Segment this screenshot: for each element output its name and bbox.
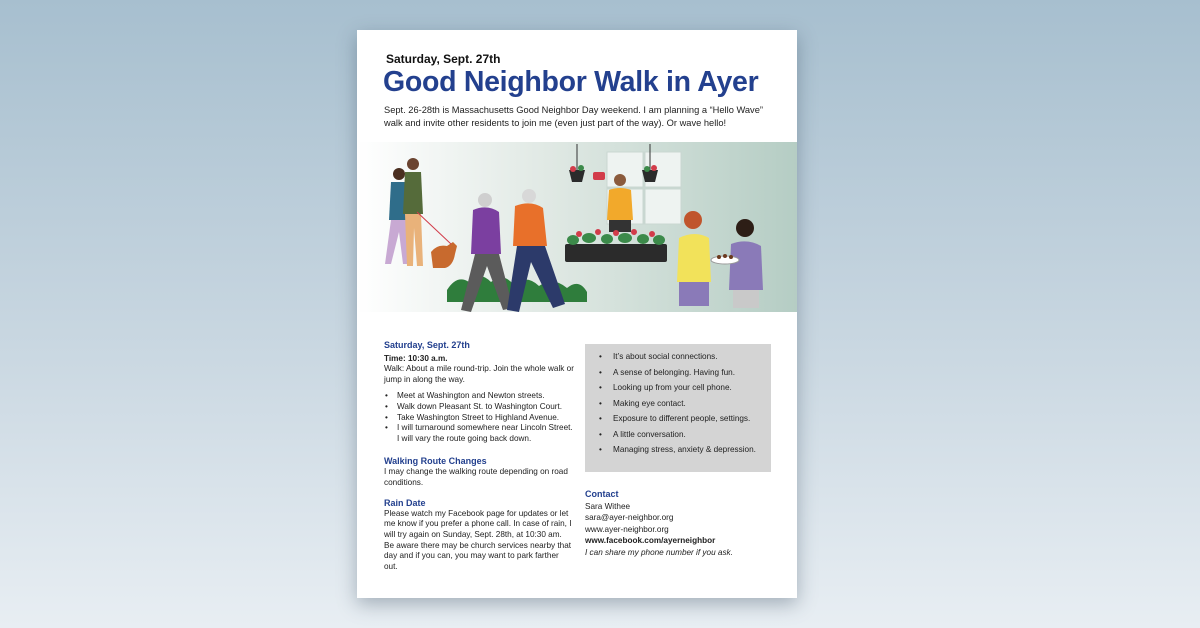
benefits-list: [585, 352, 771, 461]
flyer: [357, 30, 797, 598]
contact-email[interactable]: sara@ayer-neighbor.org: [585, 513, 674, 522]
time-text: Time: 10:30 a.m.: [384, 353, 448, 363]
contact-facebook[interactable]: www.facebook.com/ayerneighbor: [585, 536, 716, 545]
page-title: Good Neighbor Walk in Ayer: [383, 66, 759, 98]
list-item: • Looking up from your cell phone.: [613, 383, 771, 399]
list-item: • I will turnaround somewhere near Lincoln Street. I will vary the route going back down.: [397, 423, 574, 444]
contact-block: [585, 489, 775, 558]
list-item: • Exposure to different people, settings.: [613, 414, 771, 430]
route-list: [384, 391, 574, 444]
walk-description: Walk: About a mile round-trip. Join the whole walk or jump in along the way.: [384, 364, 574, 384]
list-item: • Walk down Pleasant St. to Washington Court.: [397, 402, 574, 413]
route-changes-text: I may change the walking route depending on road conditions.: [384, 466, 568, 487]
neighbor-walk-illustration: [357, 142, 797, 332]
route-changes-heading: Walking Route Changes: [384, 456, 487, 467]
rain-date-heading: Rain Date: [384, 498, 426, 509]
list-item: • A sense of belonging. Having fun.: [613, 368, 771, 384]
date-top: Saturday, Sept. 27th: [386, 52, 501, 66]
list-item: • Meet at Washington and Newton streets.: [397, 391, 574, 402]
schedule-heading: Saturday, Sept. 27th: [384, 340, 470, 350]
benefits-box: [585, 344, 771, 472]
rain-date-text: Please watch my Facebook page for updates or let me know if you prefer a phone call. In case of rain, I will try again on Sunday, Sept. 28th, at 10:30 am. Be aware there may be church services nearby that day and if you can, you may want to park farther out.: [384, 508, 572, 571]
schedule-column: [384, 340, 574, 572]
contact-website[interactable]: www.ayer-neighbor.org: [585, 524, 669, 534]
contact-name: Sara Withee: [585, 501, 631, 511]
intro-text: Sept. 26-28th is Massachusetts Good Neighbor Day weekend. I am planning a “Hello Wave” walk and invite other residents to join me (even just part of the way). Or wave hello!: [384, 105, 763, 128]
list-item: • It’s about social connections.: [613, 352, 771, 368]
contact-heading: Contact: [585, 489, 619, 499]
list-item: • Managing stress, anxiety & depression.: [613, 445, 771, 461]
contact-note: I can share my phone number if you ask.: [585, 547, 733, 557]
list-item: • Making eye contact.: [613, 399, 771, 415]
list-item: • Take Washington Street to Highland Avenue.: [397, 413, 574, 424]
list-item: • A little conversation.: [613, 430, 771, 446]
